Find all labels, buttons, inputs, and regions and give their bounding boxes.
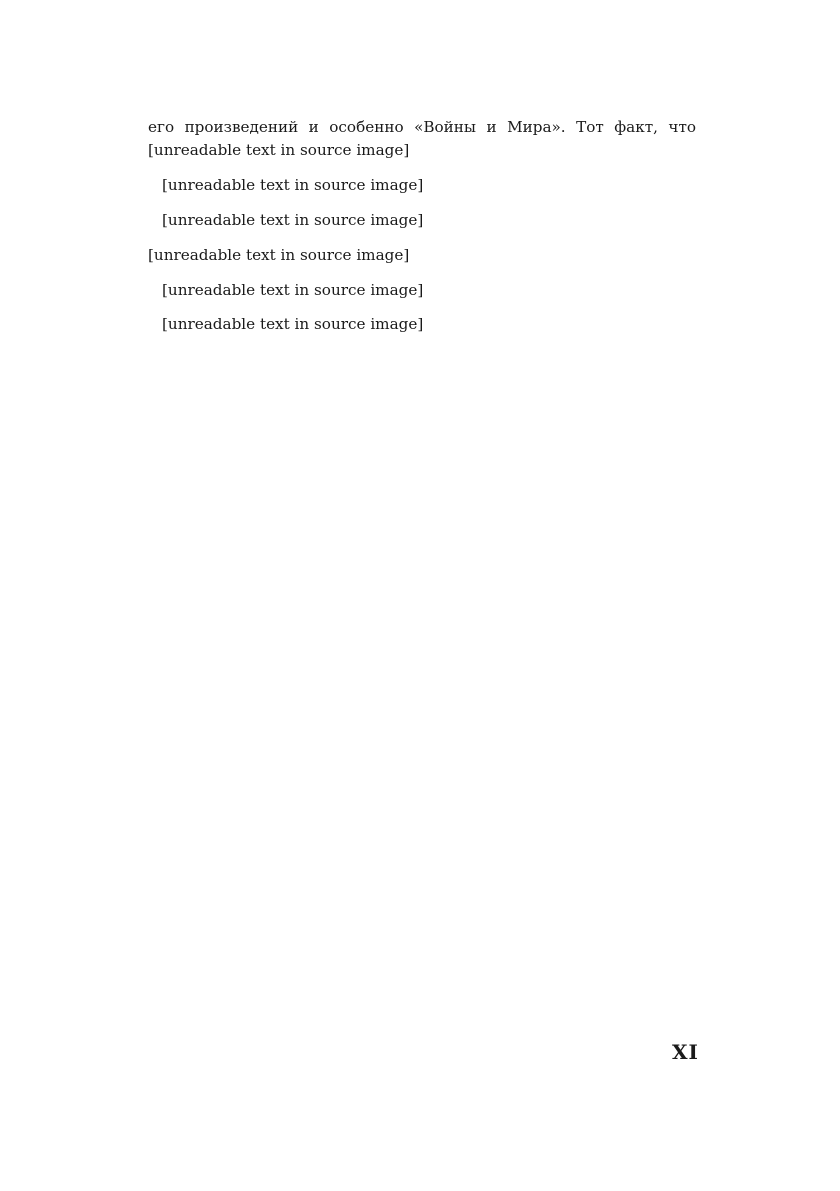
paragraph-5: [unreadable text in source image]	[162, 280, 424, 299]
page-number: XI	[672, 1040, 699, 1064]
paragraph-2: [unreadable text in source image]	[162, 175, 424, 194]
paragraph-1: его произведений и особенно «Войны и Мира». Тот факт, что [unreadable text in source image]	[148, 118, 696, 159]
paragraph-6: [unreadable text in source image]	[162, 315, 424, 334]
paragraph-3: [unreadable text in source image]	[162, 210, 424, 229]
paragraph-4: [unreadable text in source image]	[148, 245, 410, 264]
page-body	[148, 116, 696, 348]
